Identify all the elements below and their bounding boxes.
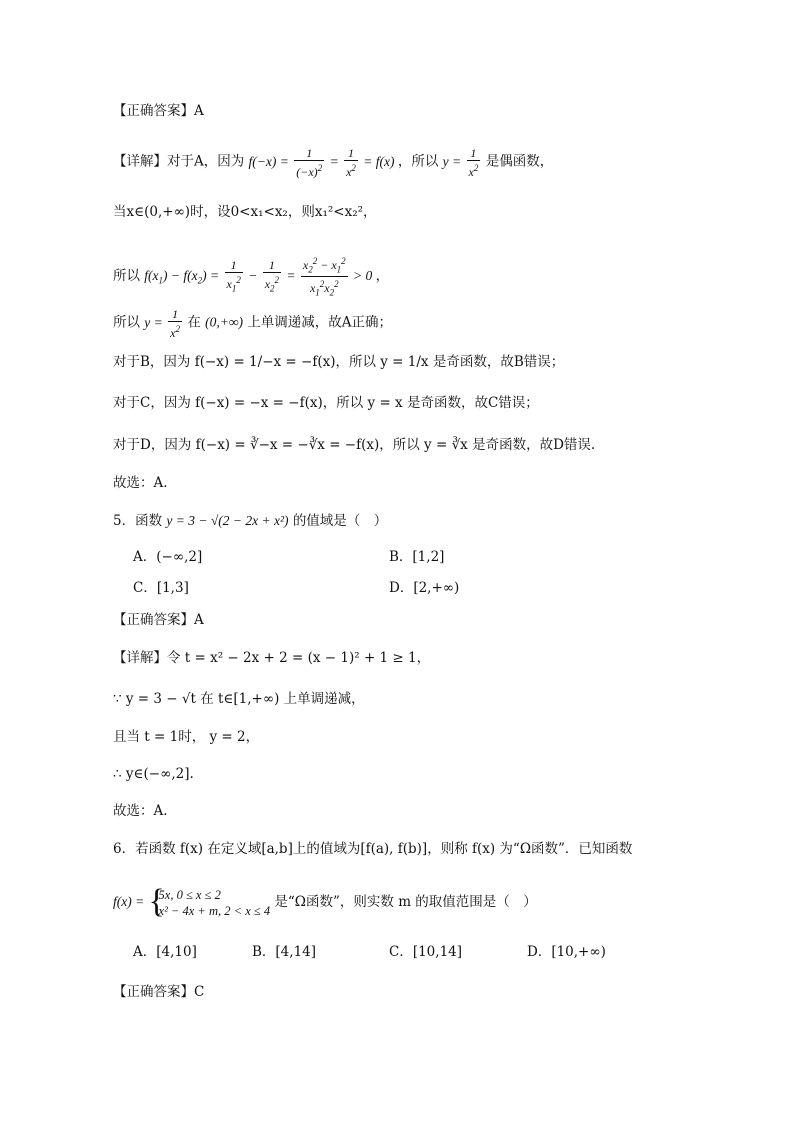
q4-detail-line4 bbox=[113, 307, 392, 340]
q4-detail-prefix: 【详解】对于A，因为 bbox=[113, 153, 245, 170]
q5-choose: 故选：A. bbox=[113, 803, 168, 819]
q4-detail-line7: 对于D，因为 f(−x) = ∛−x = −∛x = −f(x)，所以 y = ∛x 是奇函数，故D错误. bbox=[113, 437, 596, 453]
q5-answer: 【正确答案】A bbox=[113, 612, 204, 628]
q5-detail-line1: 【详解】令 t = x² − 2x + 2 = (x − 1)² + 1 ≥ 1， bbox=[113, 650, 431, 666]
q4-detail-line5: 对于B，因为 f(−x) = 1/−x = −f(x)，所以 y = 1/x 是奇函数，故B错误； bbox=[113, 354, 565, 370]
q6-option-b: B．[4,14] bbox=[252, 944, 317, 960]
q4-detail-line2: 当x∈(0,+∞)时，设0<x₁<x₂，则x₁²<x₂²， bbox=[113, 204, 377, 220]
q4-interval: (0,+∞) bbox=[205, 314, 244, 330]
q5-option-c: C．[1,3] bbox=[133, 580, 189, 596]
q5-stem-expr: y = 3 − √(2 − 2x + x²) bbox=[166, 513, 289, 528]
q6-answer: 【正确答案】C bbox=[113, 984, 205, 1000]
q5-option-a: A．(−∞,2] bbox=[133, 549, 203, 565]
q4-detail-line6: 对于C，因为 f(−x) = −x = −f(x)，所以 y = x 是奇函数，故C错误； bbox=[113, 395, 539, 411]
q4-line1-end: 是偶函数， bbox=[485, 153, 554, 170]
q6-stem-line2 bbox=[113, 882, 537, 920]
q6-stem-line1: 6．若函数 f(x) 在定义域[a,b]上的值域为[f(a), f(b)]，则称 f(x) 为“Ω函数”．已知函数 bbox=[113, 841, 633, 857]
q6-piecewise-function bbox=[148, 882, 271, 920]
q4-line4-end: 上单调递减，故A正确； bbox=[247, 314, 393, 331]
q4-expr-difference: $f(x_1) - f(x_2)$ = $\frac{1}{x_1^2}$ − $\frac{1}{x_2^2}$ = $\frac{x_2^2 - x_1^2}{x_1^2x_2^2}$ > 0 bbox=[144, 256, 376, 298]
q6-piece-row1: 5x, 0 ≤ x ≤ 2 bbox=[158, 887, 221, 902]
q6-option-d: D．[10,+∞) bbox=[527, 944, 606, 960]
q4-line3-prefix: 所以 bbox=[113, 267, 140, 284]
q6-piece-lhs: f(x) = bbox=[113, 894, 145, 909]
q5-option-d: D．[2,+∞) bbox=[389, 580, 460, 596]
q4-expr-f-neg-x: f(−x) = $\frac{1}{(-x)^2}$ = $\frac{1}{x^2}$ = f(x) bbox=[248, 146, 398, 179]
q4-detail-line3 bbox=[113, 254, 389, 300]
q6-option-c: C．[10,14] bbox=[389, 944, 463, 960]
q4-line4-prefix: 所以 bbox=[113, 314, 140, 331]
q5-stem bbox=[113, 511, 387, 531]
q4-answer: 【正确答案】A bbox=[113, 103, 204, 119]
q5-stem-num: 5．函数 bbox=[113, 513, 163, 529]
q4-line4-mid: 在 bbox=[187, 314, 201, 331]
q4-expr-y2: y = $\frac{1}{x^2}$ bbox=[144, 307, 180, 340]
q4-detail-line1 bbox=[113, 146, 553, 179]
q6-piece-row2: x² − 4x + m, 2 < x ≤ 4 bbox=[158, 903, 271, 918]
q5-detail-line4: ∴ y∈(−∞,2]. bbox=[113, 766, 194, 782]
q4-line3-end: ， bbox=[375, 267, 390, 284]
q6-stem-end: 是“Ω函数”，则实数 m 的取值范围是（ ） bbox=[274, 894, 537, 910]
q6-brace: { bbox=[148, 882, 165, 920]
q6-option-a: A．[4,10] bbox=[133, 944, 197, 960]
q4-line1-tail: ，所以 bbox=[397, 153, 439, 170]
q4-choose: 故选：A. bbox=[113, 475, 168, 491]
q5-option-b: B．[1,2] bbox=[389, 549, 445, 565]
q5-stem-end: 的值域是（ ） bbox=[292, 513, 388, 529]
q5-detail-line3: 且当 t = 1时， y = 2， bbox=[113, 729, 260, 745]
q4-expr-y: y = $\frac{1}{x^2}$ bbox=[442, 146, 479, 179]
q5-detail-line2: ∵ y = 3 − √t 在 t∈[1,+∞) 上单调递减， bbox=[113, 691, 365, 707]
